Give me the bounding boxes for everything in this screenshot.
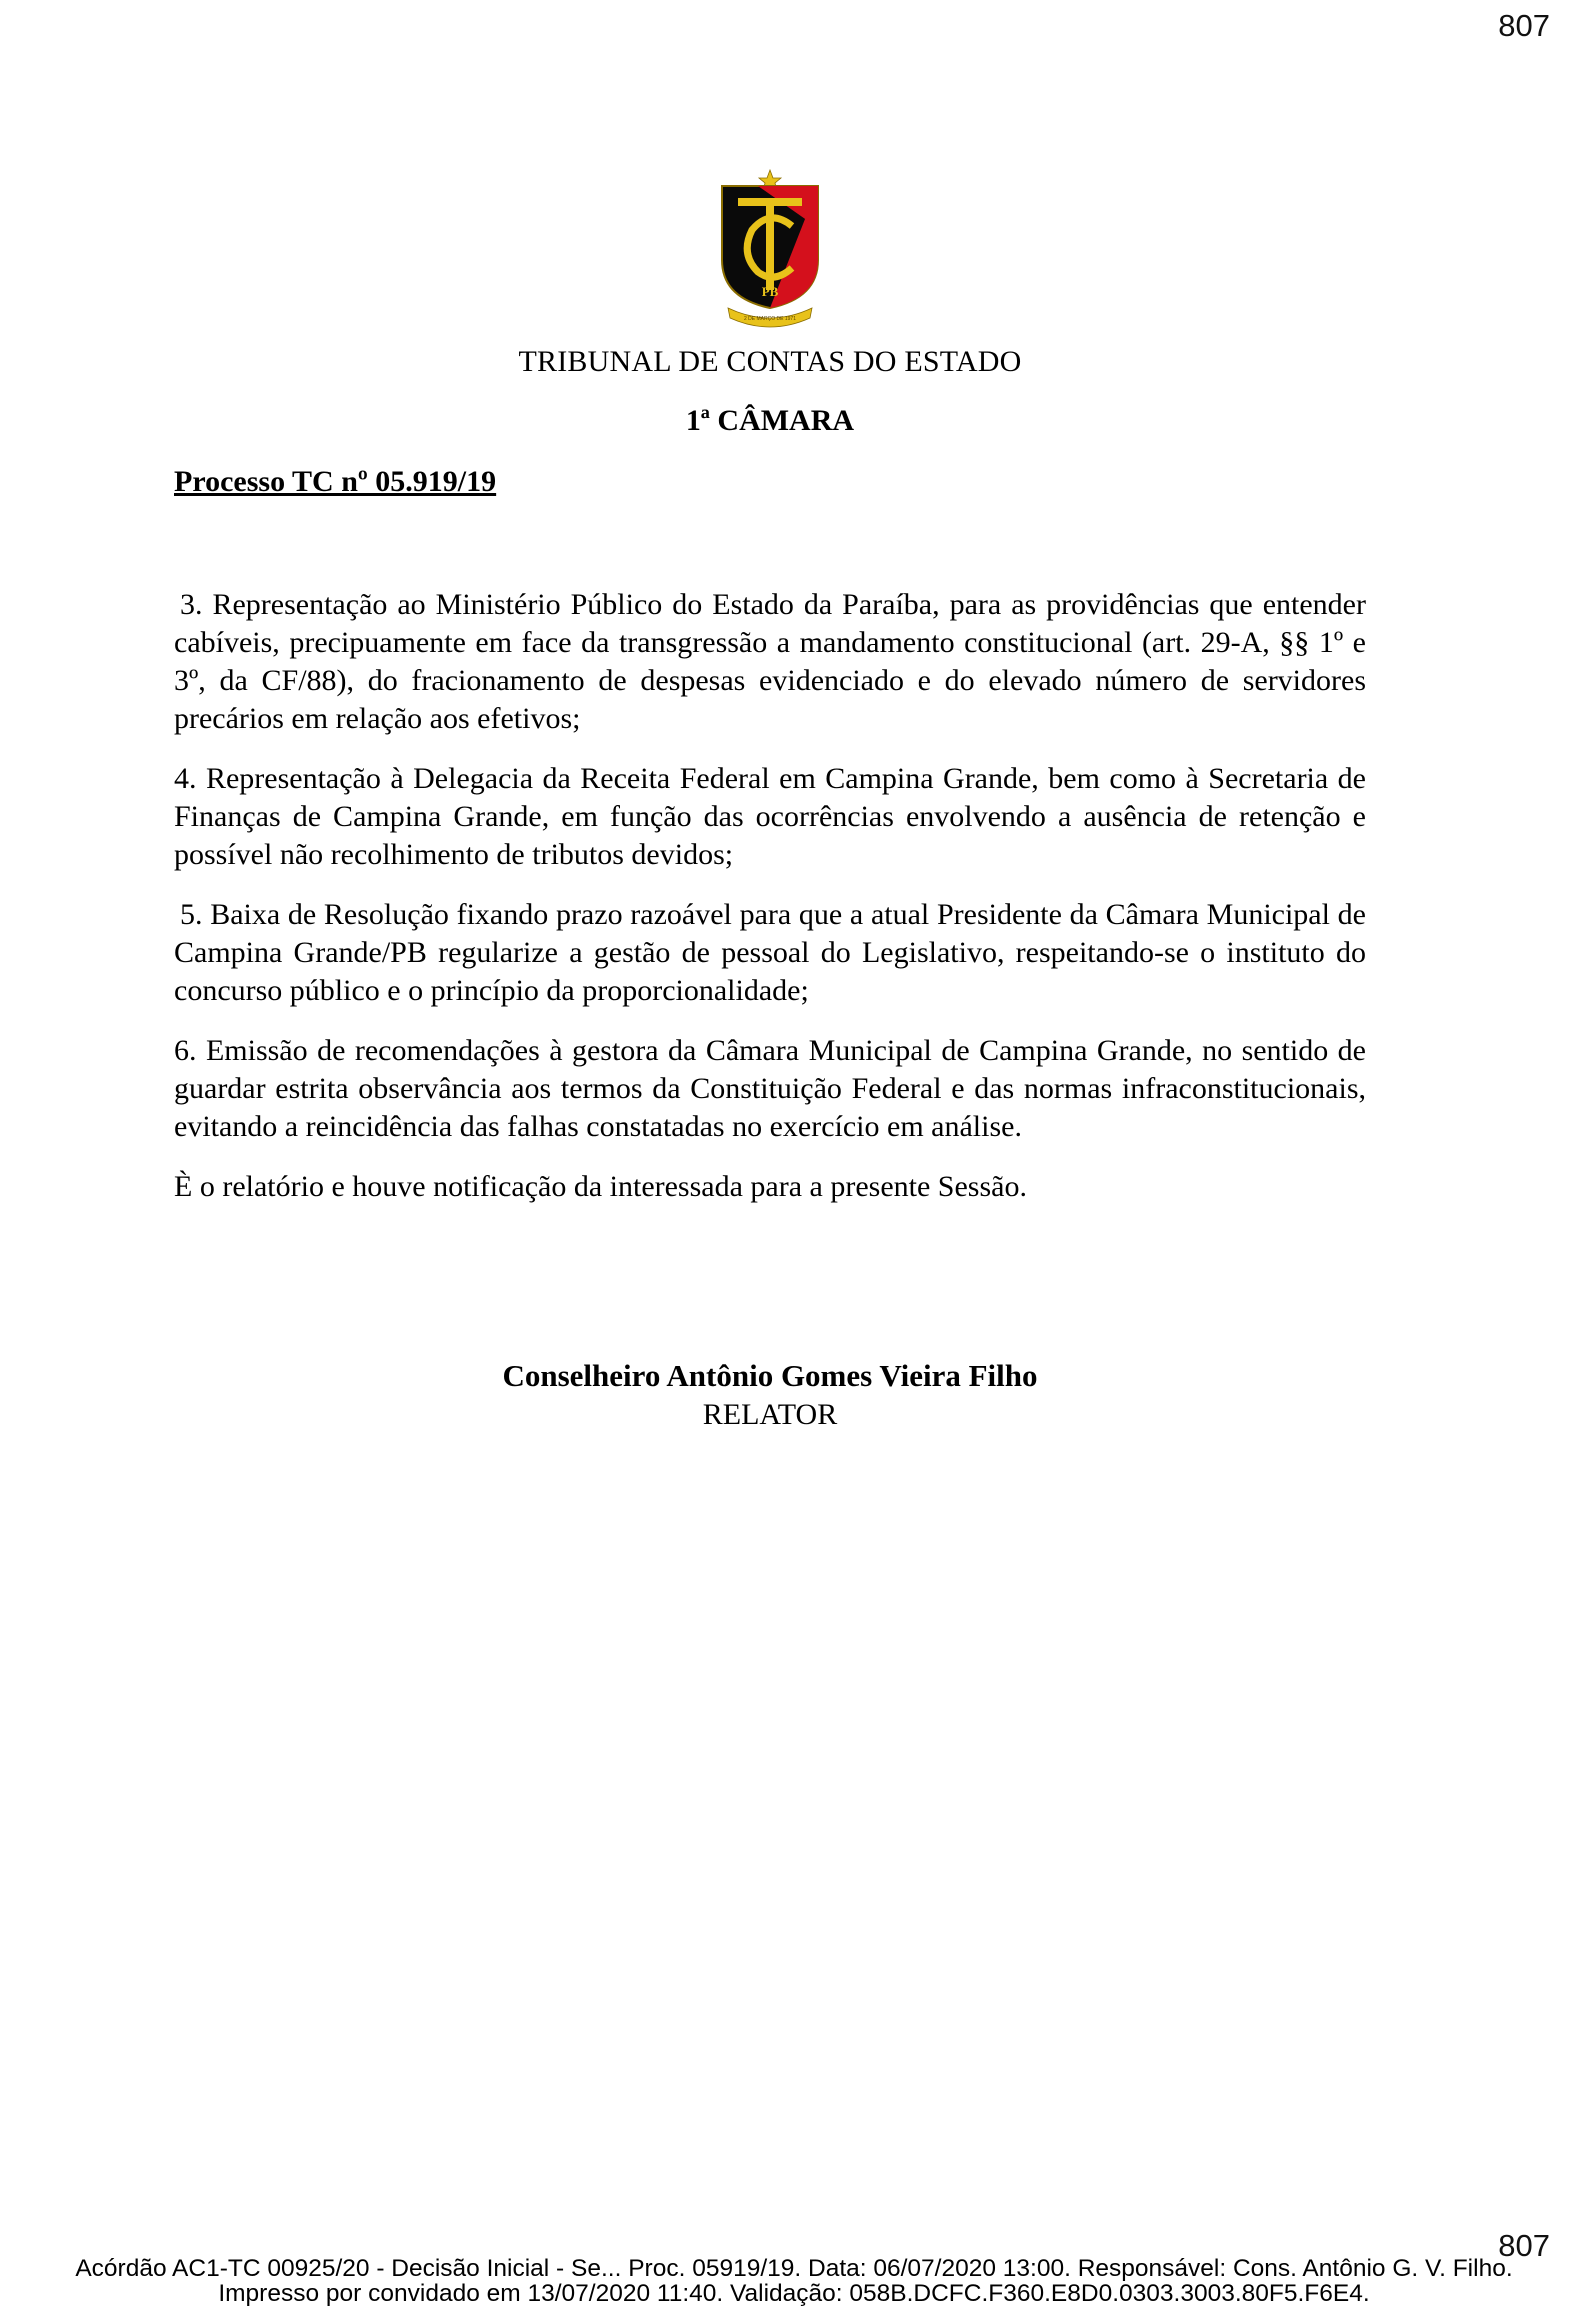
closing-statement: È o relatório e houve notificação da interessada para a presente Sessão. bbox=[174, 1170, 1027, 1203]
paragraph-3: 3. Representação ao Ministério Público do Estado da Paraíba, para as providências que entender cabíveis, precipuamente em face da transgressão a mandamento constitucional (art. 29-A, §§ 1º e 3º, da CF/88), do fracionamento de despesas evidenciado e do elevado número de servidores precários em relação aos efetivos; bbox=[174, 588, 1366, 735]
page-number-top: 807 bbox=[1498, 8, 1550, 43]
validation-footer bbox=[0, 2256, 1588, 2306]
signatory-role: RELATOR bbox=[702, 1398, 838, 1431]
crest-ribbon-text: 2 DE MARÇO DE 1971 bbox=[744, 316, 796, 322]
tce-pb-crest-icon bbox=[718, 168, 822, 328]
paragraph-4: 4. Representação à Delegacia da Receita Federal em Campina Grande, bem como à Secretaria de Finanças de Campina Grande, em função das ocorrências envolvendo a ausência de retenção e possível não recolhimento de tributos devidos; bbox=[174, 762, 1366, 871]
footer-line-2: Impresso por convidado em 13/07/2020 11:40. Validação: 058B.DCFC.F360.E8D0.0303.3003.80F5.F6E4. bbox=[218, 2280, 1370, 2307]
paragraph-6: 6. Emissão de recomendações à gestora da Câmara Municipal de Campina Grande, no sentido de guardar estrita observância aos termos da Constituição Federal e das normas infraconstitucionais, evitando a reincidência das falhas constatadas no exercício em análise. bbox=[174, 1034, 1366, 1143]
chamber-title: 1ª CÂMARA bbox=[685, 404, 855, 437]
crest-pb-letters: PB bbox=[761, 284, 779, 299]
paragraph-5: 5. Baixa de Resolução fixando prazo razoável para que a atual Presidente da Câmara Municipal de Campina Grande/PB regularize a gestão de pessoal do Legislativo, respeitando-se o instituto do concurso público e o princípio da proporcionalidade; bbox=[174, 898, 1366, 1007]
institution-title: TRIBUNAL DE CONTAS DO ESTADO bbox=[518, 345, 1022, 378]
signatory-name: Conselheiro Antônio Gomes Vieira Filho bbox=[502, 1358, 1038, 1393]
report-body bbox=[174, 586, 1366, 1228]
page-number-bottom: 807 bbox=[1498, 2228, 1550, 2263]
process-number: Processo TC nº 05.919/19 bbox=[174, 465, 497, 498]
footer-line-1: Acórdão AC1-TC 00925/20 - Decisão Inicial - Se... Proc. 05919/19. Data: 06/07/2020 13:00. Responsável: Cons. Antônio G. V. Filho. bbox=[75, 2255, 1513, 2282]
